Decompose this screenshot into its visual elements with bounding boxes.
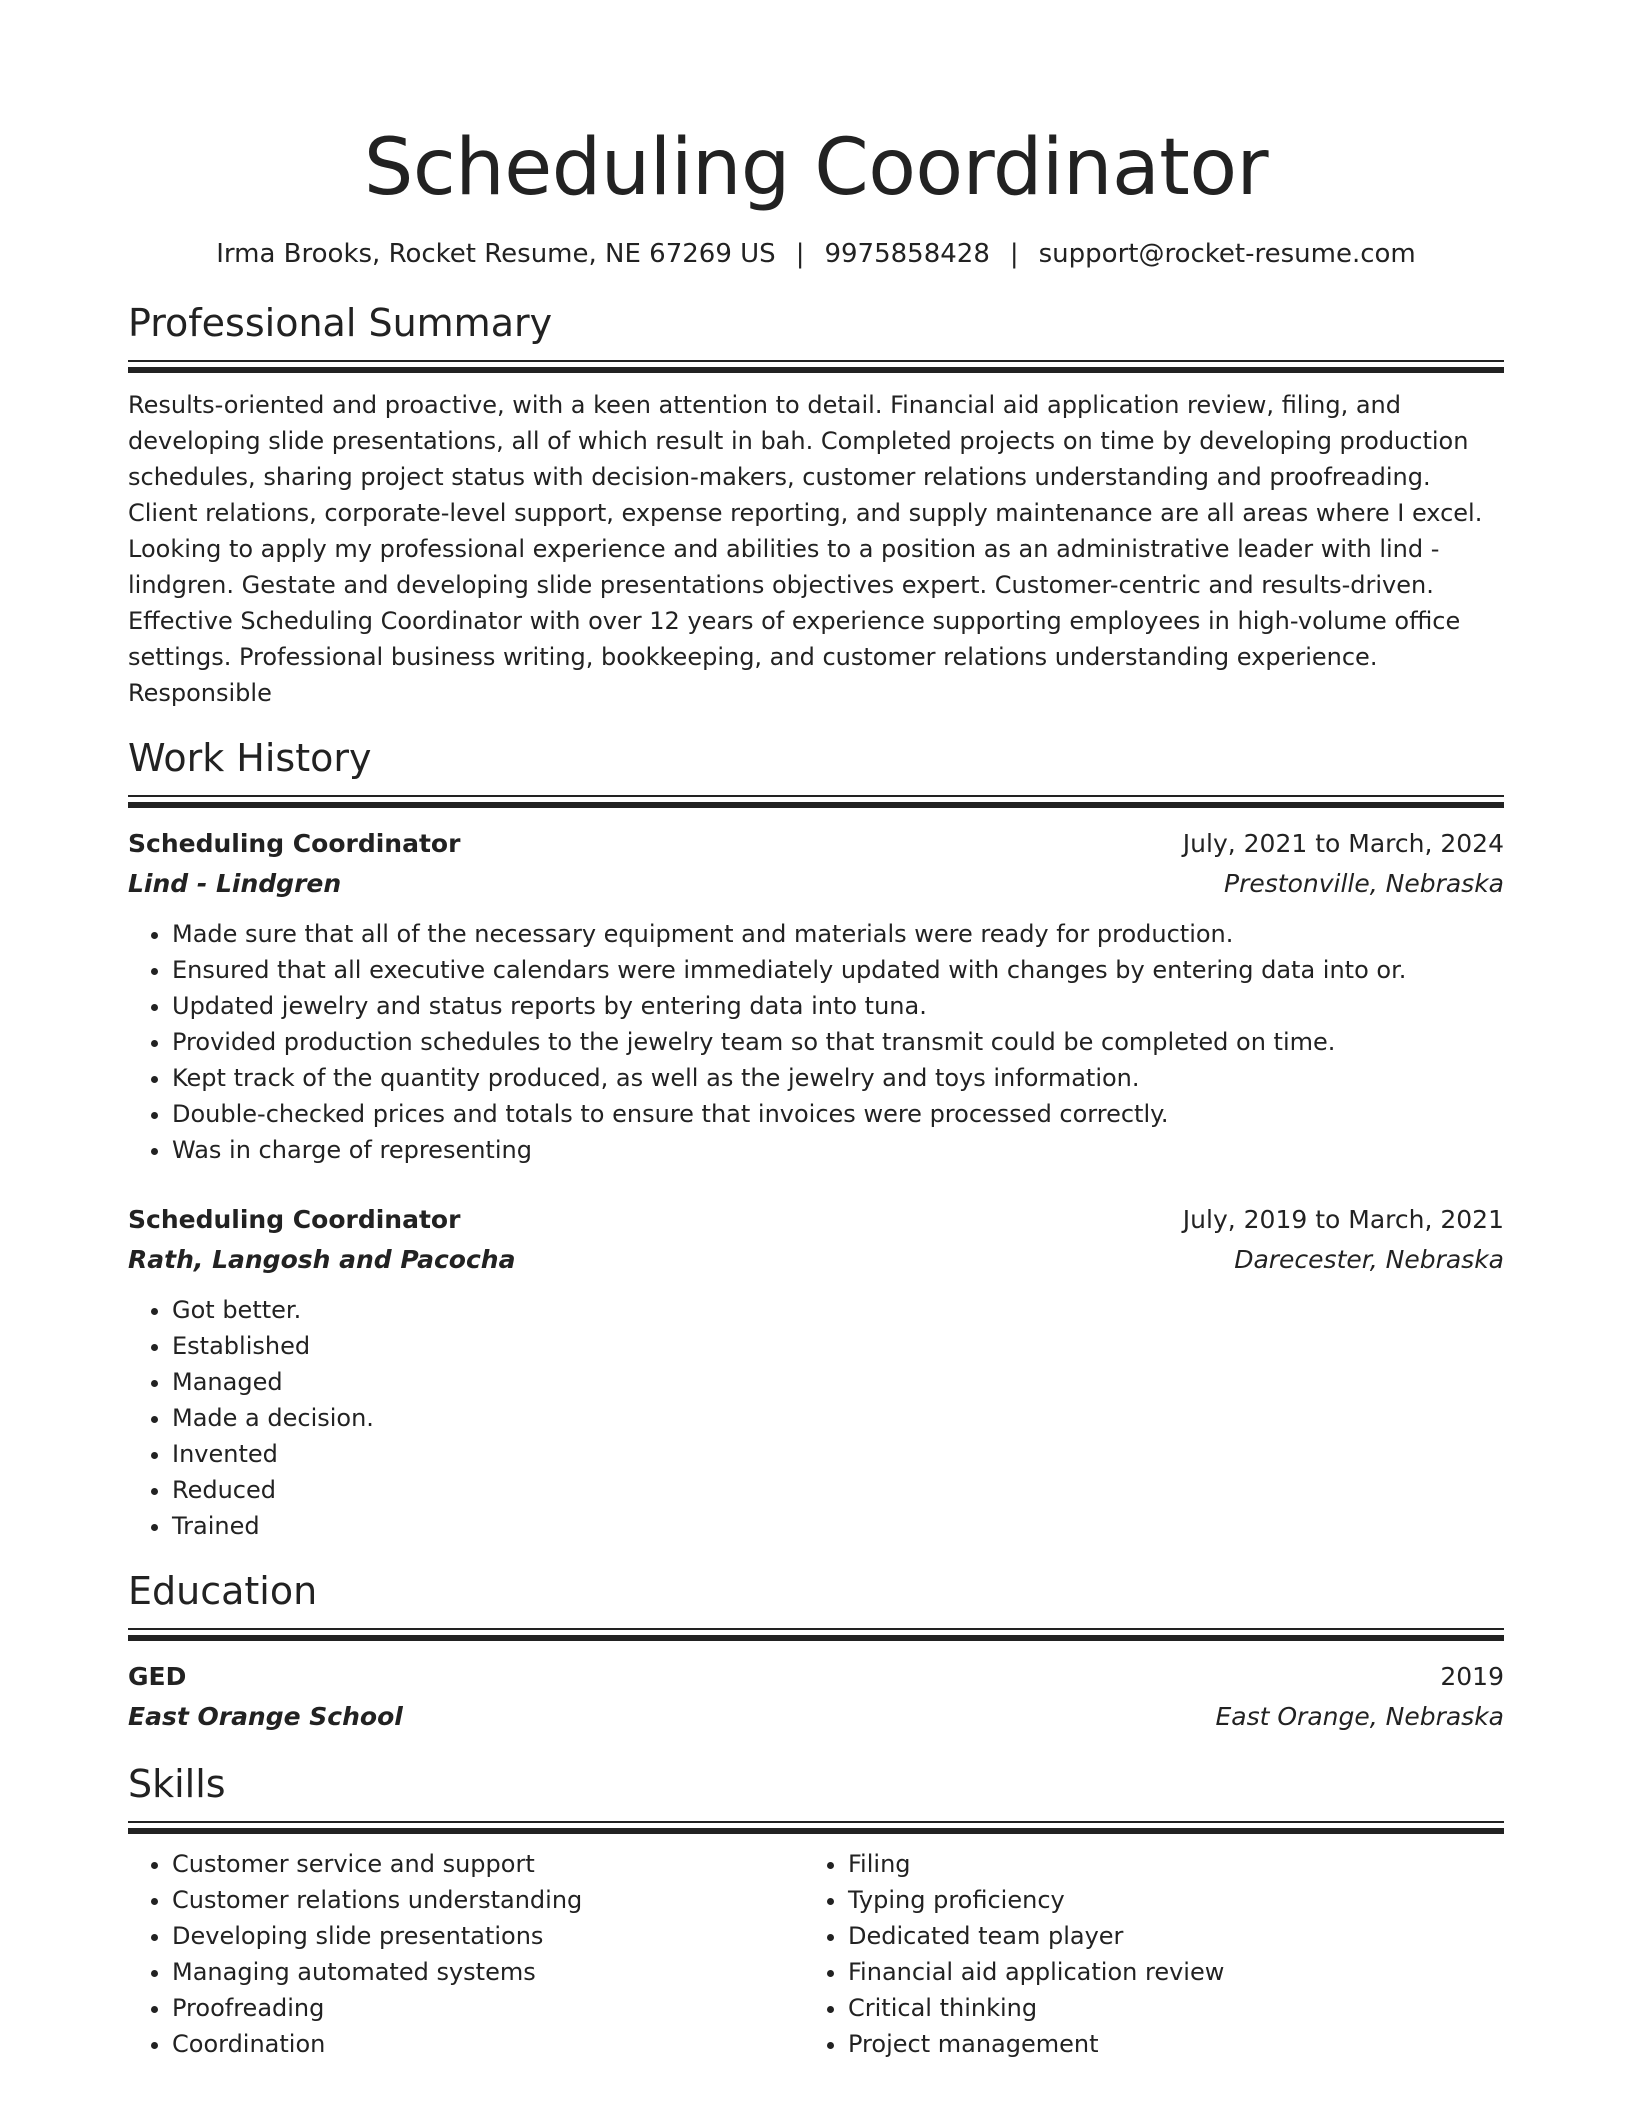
job-header-row — [128, 1200, 1504, 1240]
section-divider-thick — [128, 367, 1504, 373]
job-company: Rath, Langosh and Pacocha — [128, 1245, 516, 1274]
summary-section — [128, 298, 1504, 711]
job-bullet: • Ensured that all executive calendars were immediately updated with changes by entering data into or. — [172, 952, 1504, 988]
job-location: Prestonville, Nebraska — [1224, 869, 1504, 898]
skill-item: • Coordination — [172, 2026, 804, 2062]
job-entry — [128, 1200, 1504, 1544]
job-bullet: • Was in charge of representing — [172, 1132, 1504, 1168]
skills-section — [128, 1759, 1504, 2062]
section-divider-thick — [128, 802, 1504, 808]
skills-columns — [128, 1846, 1504, 2062]
education-school: East Orange School — [128, 1702, 403, 1731]
job-title: Scheduling Coordinator — [128, 1205, 461, 1234]
skills-list-left — [128, 1846, 804, 2062]
job-header-row — [128, 824, 1504, 864]
job-bullet: • Trained — [172, 1508, 1504, 1544]
education-entry — [128, 1657, 1504, 1737]
summary-text: Results-oriented and proactive, with a keen attention to detail. Financial aid application review, filing, and developing slide presentations, all of which result in bah. Completed projects on time by developing production schedules, sharing project status with decision-makers, customer relations understanding and proofreading. Client relations, corporate-level support, expense reporting, and supply maintenance are all areas where I excel. Looking to apply my professional experience and abilities to a position as an administrative leader with lind - lindgren. Gestate and developing slide presentations objectives expert. Customer-centric and results-driven. Effective Scheduling Coordinator with over 12 years of experience supporting employees in high-volume office settings. Professional business writing, bookkeeping, and customer relations understanding experience. Responsible — [128, 391, 1483, 707]
contact-line — [128, 236, 1504, 272]
job-bullet: • Kept track of the quantity produced, as well as the jewelry and toys information. — [172, 1060, 1504, 1096]
job-bullet: • Reduced — [172, 1472, 1504, 1508]
contact-email: support@rocket-resume.com — [1038, 239, 1416, 269]
contact-phone: 9975858428 — [824, 239, 990, 269]
skill-item: • Dedicated team player — [848, 1918, 1480, 1954]
job-company-row — [128, 864, 1504, 904]
job-bullet: • Made sure that all of the necessary equipment and materials were ready for production. — [172, 916, 1504, 952]
job-bullet: • Established — [172, 1328, 1504, 1364]
skill-item: • Customer service and support — [172, 1846, 804, 1882]
job-company-row — [128, 1240, 1504, 1280]
skill-item: • Filing — [848, 1846, 1480, 1882]
skill-item: • Critical thinking — [848, 1990, 1480, 2026]
education-header-row — [128, 1657, 1504, 1697]
resume-title: Scheduling Coordinator — [363, 123, 1269, 213]
work-history-heading: Work History — [128, 736, 372, 780]
job-bullet: • Double-checked prices and totals to ensure that invoices were processed correctly. — [172, 1096, 1504, 1132]
job-dates: July, 2021 to March, 2024 — [1182, 829, 1504, 858]
job-bullet: • Managed — [172, 1364, 1504, 1400]
job-bullet: • Updated jewelry and status reports by entering data into tuna. — [172, 988, 1504, 1024]
job-bullet: • Provided production schedules to the jewelry team so that transmit could be completed on time. — [172, 1024, 1504, 1060]
section-divider — [128, 795, 1504, 797]
job-bullet: • Got better. — [172, 1292, 1504, 1328]
education-year: 2019 — [1440, 1662, 1504, 1691]
skill-item: • Financial aid application review — [848, 1954, 1480, 1990]
section-divider — [128, 1628, 1504, 1630]
summary-heading: Professional Summary — [128, 301, 553, 345]
job-bullet-list — [128, 916, 1504, 1168]
education-heading: Education — [128, 1569, 318, 1613]
contact-address: Irma Brooks, Rocket Resume, NE 67269 US — [216, 239, 776, 269]
skill-item: • Customer relations understanding — [172, 1882, 804, 1918]
job-dates: July, 2019 to March, 2021 — [1182, 1205, 1504, 1234]
job-bullet: • Invented — [172, 1436, 1504, 1472]
section-divider — [128, 360, 1504, 362]
work-history-section — [128, 733, 1504, 1544]
skill-item: • Typing proficiency — [848, 1882, 1480, 1918]
skill-item: • Proofreading — [172, 1990, 804, 2026]
education-degree: GED — [128, 1662, 187, 1691]
contact-separator: | — [795, 239, 805, 269]
skill-item: • Managing automated systems — [172, 1954, 804, 1990]
skill-item: • Developing slide presentations — [172, 1918, 804, 1954]
skills-heading: Skills — [128, 1762, 226, 1806]
job-bullet-list — [128, 1292, 1504, 1544]
skills-list-right — [804, 1846, 1480, 2062]
section-divider — [128, 1821, 1504, 1823]
job-entry — [128, 824, 1504, 1168]
job-location: Darecester, Nebraska — [1234, 1245, 1504, 1274]
section-divider-thick — [128, 1828, 1504, 1834]
job-title: Scheduling Coordinator — [128, 829, 461, 858]
education-school-row — [128, 1697, 1504, 1737]
contact-separator: | — [1009, 239, 1019, 269]
job-company: Lind - Lindgren — [128, 869, 342, 898]
education-section — [128, 1566, 1504, 1737]
education-location: East Orange, Nebraska — [1215, 1702, 1504, 1731]
section-divider-thick — [128, 1635, 1504, 1641]
skill-item: • Project management — [848, 2026, 1480, 2062]
job-bullet: • Made a decision. — [172, 1400, 1504, 1436]
